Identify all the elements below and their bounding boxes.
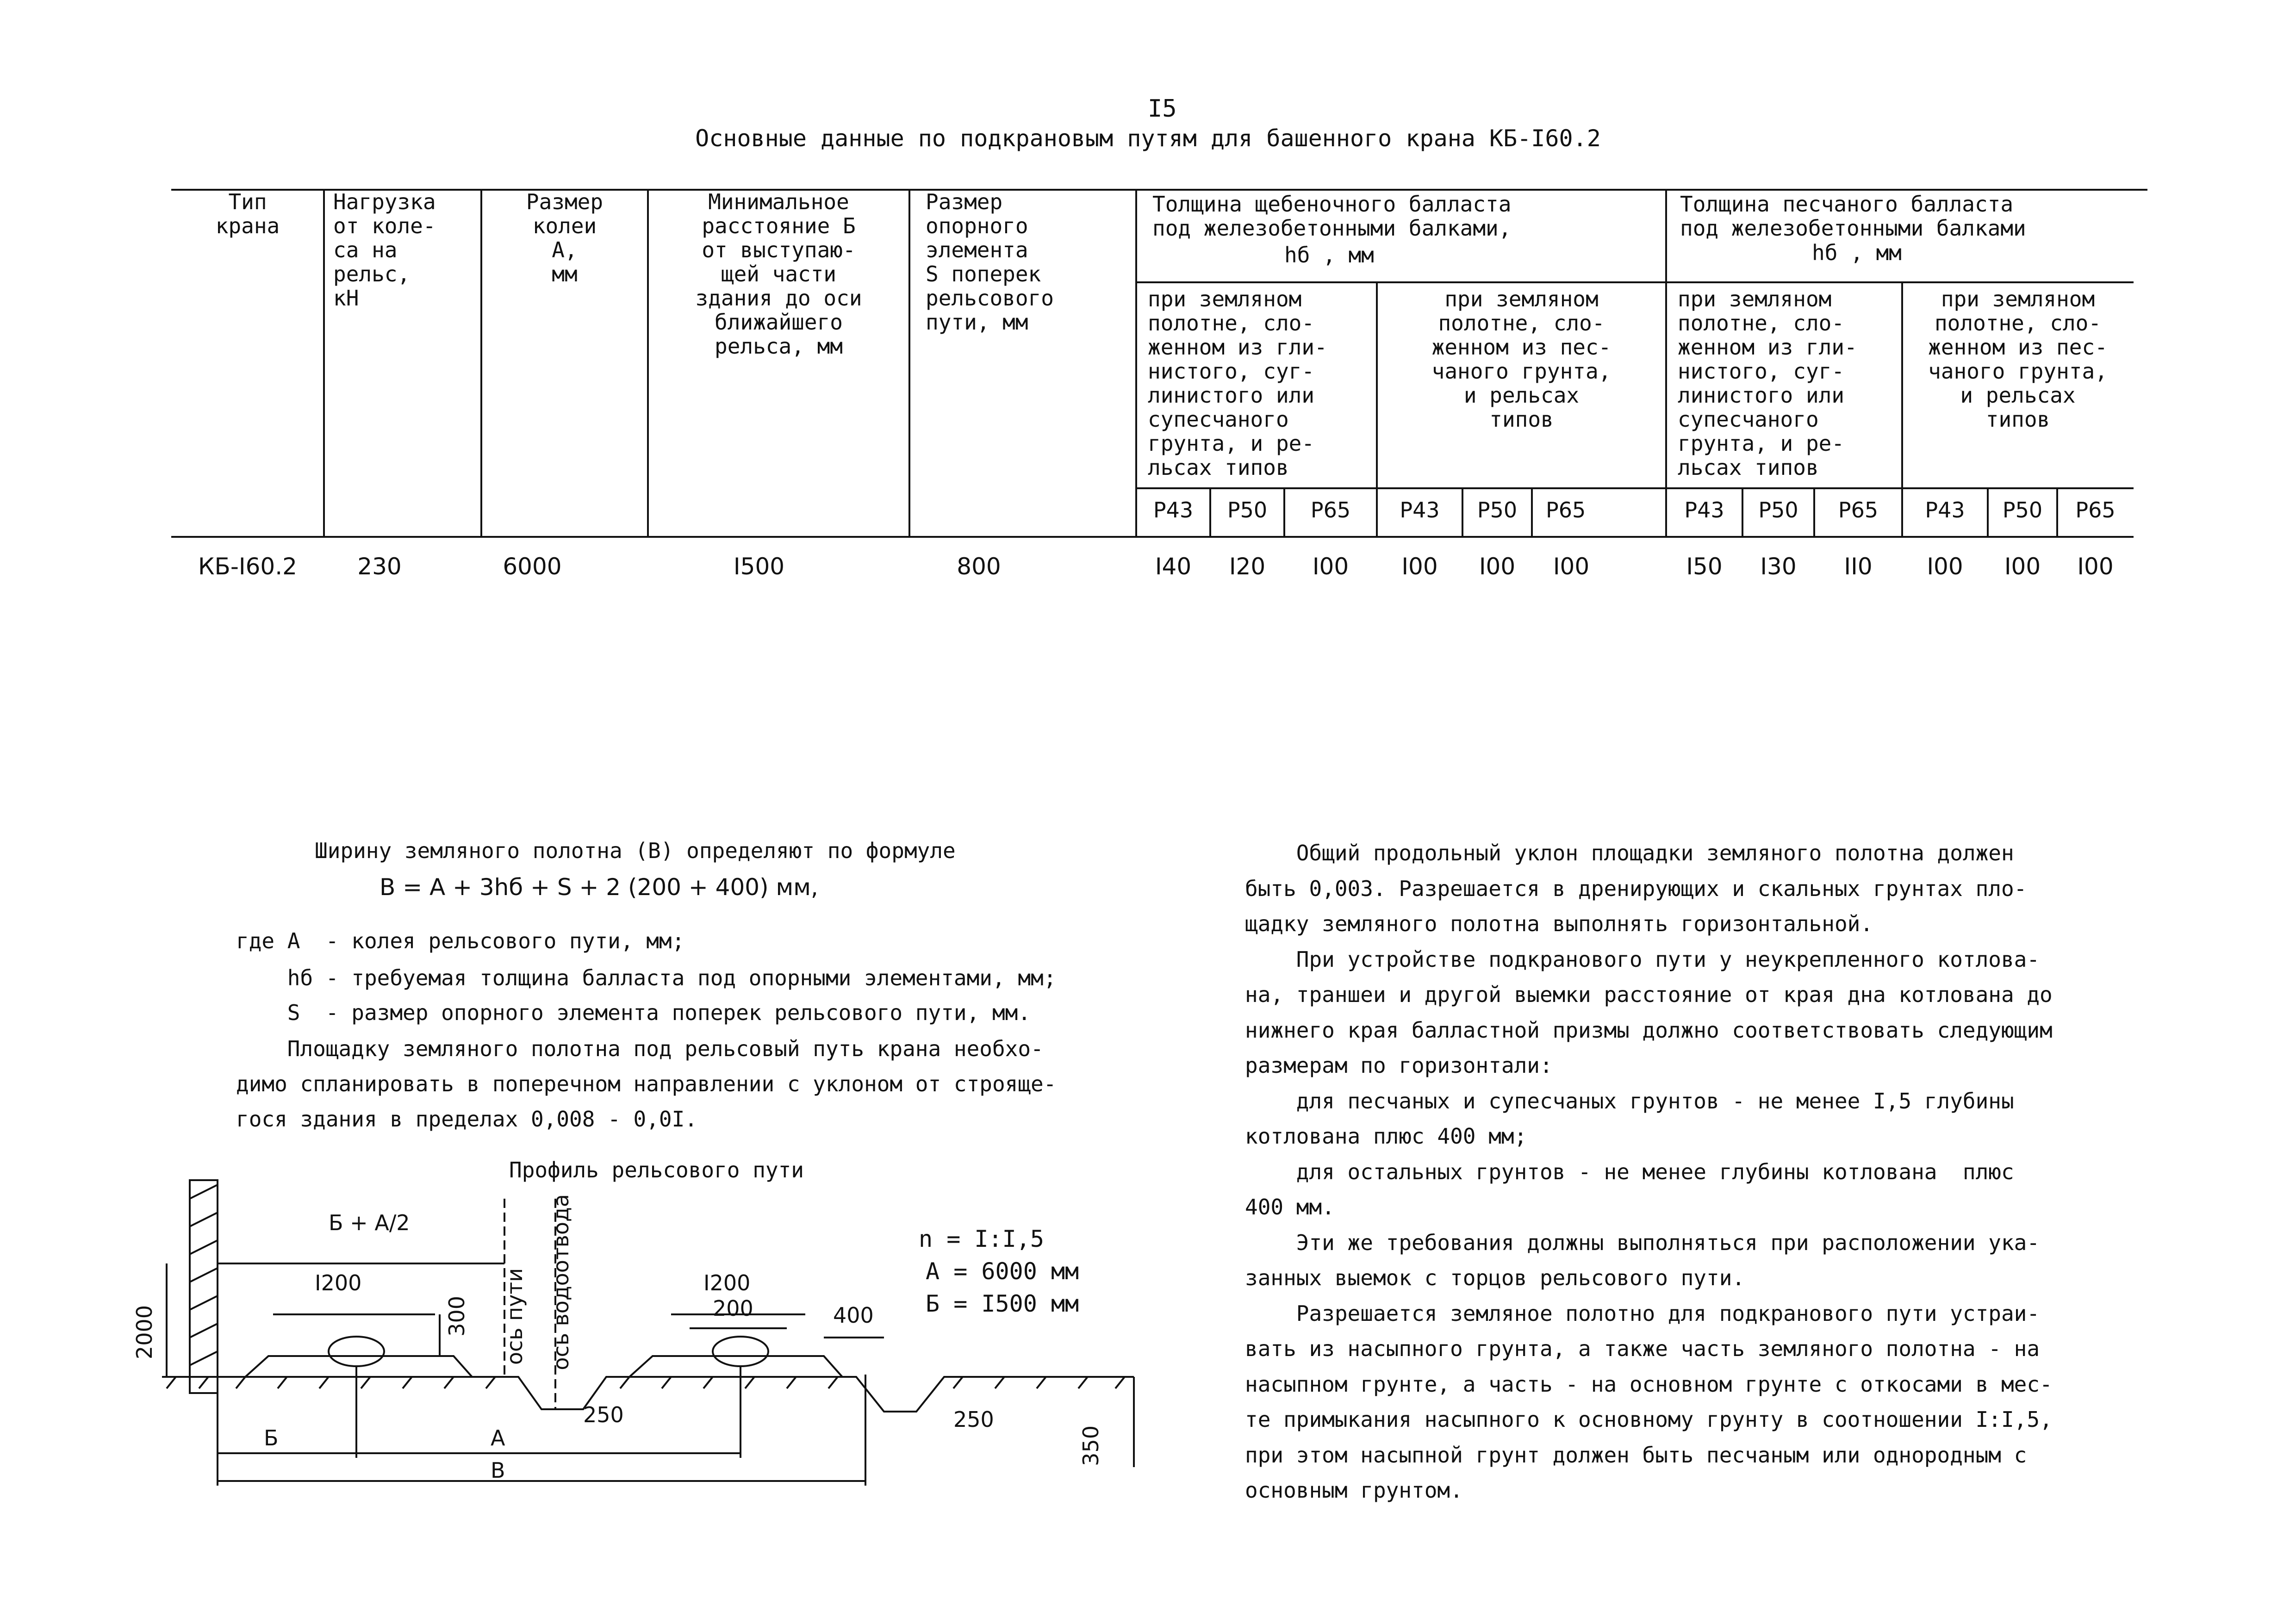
formula: В = А + 3hб + S + 2 (200 + 400) мм, (380, 874, 818, 901)
header-sand-clay-subgrade: при земляном полотне, сло- женном из гли- нистого, суг- линистого или супесчаного грунта, и ре- льсах типов (1678, 286, 1857, 480)
legend-gauge: А = 6000 мм (926, 1258, 1079, 1285)
ground-line (162, 1377, 1134, 1412)
document-title: Основные данные по подкрановым путям для башенного крана КБ-I60.2 (695, 125, 1601, 152)
rail-type: Р50 (2002, 498, 2043, 523)
label-a: А (491, 1425, 505, 1450)
rail-type: Р65 (1546, 498, 1586, 523)
cell-sand-clay: II0 (1844, 553, 1873, 580)
requirements-text: Общий продольный уклон площадки земляного полотна должен быть 0,003. Разрешается в дренирующих и скальных грунтах пло- щадку земляного полотна выполнять горизонтальной. При устройстве подкранового пути у неукрепленного котлова- на, траншеи и другой выемки расстояние от края дна котлована до нижнего края балластной призмы должно соответствовать следующим размерам по горизонтали: для песчаных и супесчаных грунтов - не менее I,5 глубины котлована плюс 400 мм; для остальных грунтов - не менее глубины котлована плюс 400 мм. Эти же требования должны выполняться при расположении ука- занных выемок с торцов рельсового пути. Разрешается земляное полотно для подкранового пути устраи- вать из насыпного грунта, а также часть земляного полотна - на насыпном грунте, а часть - на основном грунте с откосами в мес- те примыкания насыпного к основному грунту в соотношении I:I,5, при этом насыпной грунт должен быть песчаным или однородным с основным грунтом. (1245, 840, 2053, 1503)
header-support-size: Размер опорного элемента S поперек рельсового пути, мм (926, 189, 1054, 335)
dim-b-plus-a2: Б + A/2 (329, 1210, 410, 1235)
header-crushed-sand-subgrade: при земляном полотне, сло- женном из пес- чаного грунта, и рельсах типов (1431, 286, 1612, 432)
dim-300: 300 (444, 1296, 469, 1337)
left-rail-beam (329, 1337, 384, 1366)
drawing-title: Профиль рельсового пути (509, 1157, 804, 1182)
cell-crushed-clay: I40 (1155, 553, 1192, 580)
header-min-distance: Минимальное расстояние Б от выступаю- щей части здания до оси ближайшего рельса, мм (695, 189, 862, 359)
where-s: S - размер опорного элемента поперек рельсового пути, мм. (236, 1000, 1031, 1025)
header-sand-ballast: Толщина песчаного балласта под железобетонными балками (1680, 192, 2026, 241)
header-crushed-ballast: Толщина щебеночного балласта под железобетонными балками, (1152, 192, 1512, 241)
dim-250-left: 250 (583, 1402, 624, 1427)
cell-sand-clay: I30 (1760, 553, 1797, 580)
track-axis-label: ось пути (502, 1268, 527, 1365)
label-b: Б (264, 1425, 279, 1450)
rail-type: Р50 (1227, 498, 1268, 523)
dim-200: 200 (713, 1296, 753, 1321)
cell-crane: КБ-I60.2 (198, 553, 297, 580)
legend-slope: n = I:I,5 (919, 1226, 1044, 1252)
rail-type: Р50 (1758, 498, 1798, 523)
page-number: I5 (1148, 95, 1177, 123)
right-rail-beam (713, 1337, 768, 1366)
subgrade-slope-paragraph: Площадку земляного полотна под рельсовый путь крана необхо- димо спланировать в поперечном направлении с уклоном от строяще- гося здания в пределах 0,008 - 0,0I. (236, 1036, 1057, 1132)
cell-crushed-sand: I00 (1553, 553, 1590, 580)
dim-2000: 2000 (132, 1305, 157, 1360)
dim-250-right: 250 (953, 1407, 994, 1432)
rail-type: Р43 (1400, 498, 1440, 523)
cell-sand-sand: I00 (2004, 553, 2041, 580)
header-crushed-clay-subgrade: при земляном полотне, сло- женном из гли- нистого, суг- линистого или супесчаного грунта, и ре- льсах типов (1148, 286, 1327, 480)
formula-intro: Ширину земляного полотна (В) определяют по формуле (315, 838, 956, 863)
label-big-b: В (491, 1458, 505, 1483)
where-a: где А - колея рельсового пути, мм; (236, 928, 685, 953)
dim-1200-right: I200 (703, 1270, 751, 1295)
header-sand-sand-subgrade: при земляном полотне, сло- женном из пес- чаного грунта, и рельсах типов (1928, 286, 2108, 432)
where-h: hб - требуемая толщина балласта под опорными элементами, мм; (236, 965, 1057, 990)
rail-type: Р50 (1477, 498, 1518, 523)
cell-load: 230 (357, 553, 402, 580)
rail-type: Р43 (1925, 498, 1965, 523)
rail-type: Р43 (1684, 498, 1724, 523)
building-wall (190, 1180, 218, 1393)
rail-type: Р65 (1310, 498, 1351, 523)
cell-sand-sand: I00 (2077, 553, 2114, 580)
dim-400: 400 (833, 1303, 874, 1328)
rail-type: Р43 (1153, 498, 1194, 523)
header-gauge: Размер колеи А, мм (526, 189, 604, 286)
cell-gauge: 6000 (503, 553, 562, 580)
rail-type: Р65 (2075, 498, 2116, 523)
header-sand-ballast-symbol: hб , мм (1812, 240, 1902, 265)
header-wheel-load: Нагрузка от коле- са на рельс, кН (333, 189, 436, 311)
dim-350: 350 (1078, 1425, 1103, 1466)
cell-crushed-clay: I20 (1229, 553, 1266, 580)
rail-type: Р65 (1838, 498, 1879, 523)
cell-distance: I500 (733, 553, 785, 580)
rail-track-profile-drawing (139, 1171, 1250, 1541)
drain-axis-label: ось водоотвода (548, 1194, 573, 1370)
cell-sand-clay: I50 (1686, 553, 1723, 580)
cell-crushed-sand: I00 (1479, 553, 1516, 580)
cell-sand-sand: I00 (1927, 553, 1963, 580)
cell-crushed-clay: I00 (1312, 553, 1349, 580)
dim-1200-left: I200 (315, 1270, 362, 1295)
header-crushed-ballast-symbol: hб , мм (1284, 243, 1374, 268)
cell-crushed-sand: I00 (1401, 553, 1438, 580)
cell-support: 800 (957, 553, 1001, 580)
header-crane-type: Тип крана (215, 189, 280, 238)
legend-distance: Б = I500 мм (926, 1290, 1079, 1317)
